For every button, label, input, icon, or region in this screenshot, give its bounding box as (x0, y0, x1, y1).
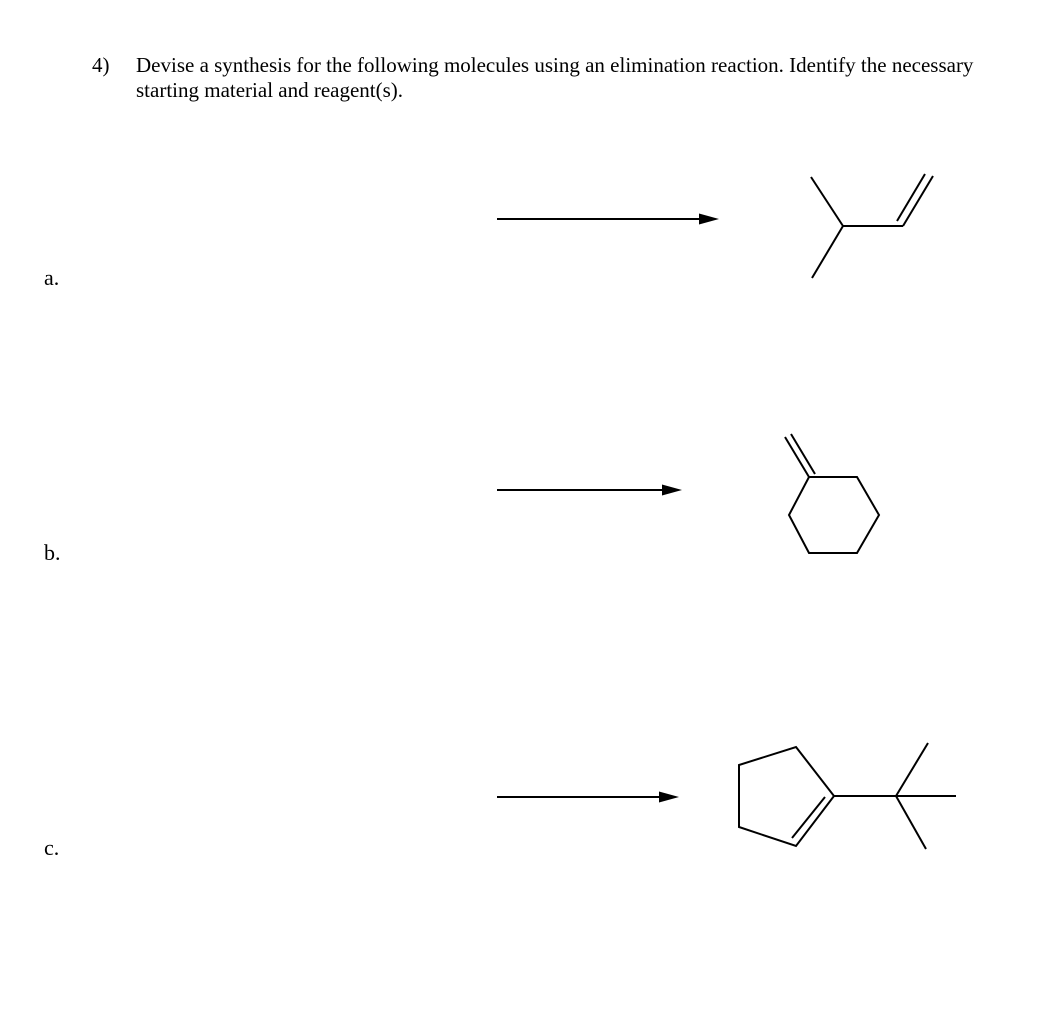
product-molecule-c (739, 743, 956, 849)
question-text: Devise a synthesis for the following molecules using an elimination reaction. Identify the necessary starting material and reagent(s). (136, 53, 974, 102)
part-label-a: a. (44, 265, 60, 290)
part-label-b: b. (44, 540, 61, 565)
reaction-arrow-b (497, 485, 682, 496)
reaction-arrow-c (497, 792, 679, 803)
part-label-c: c. (44, 835, 60, 860)
product-molecule-b (785, 434, 879, 553)
product-molecule-a (811, 174, 933, 278)
question-number: 4) (92, 53, 110, 77)
reaction-arrow-a (497, 214, 719, 225)
